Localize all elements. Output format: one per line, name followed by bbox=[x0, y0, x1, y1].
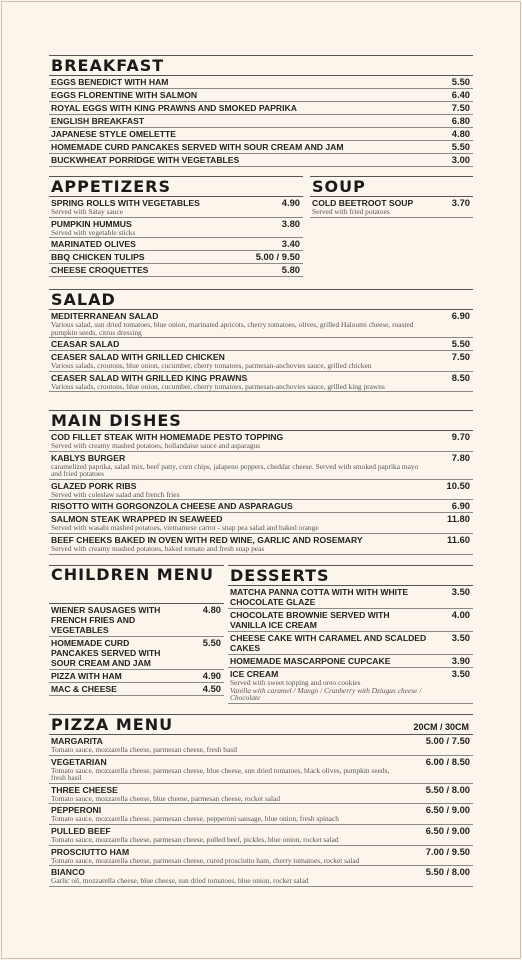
item-price: 4.90 bbox=[281, 197, 300, 208]
item-price: 4.00 bbox=[451, 609, 470, 620]
menu-item bbox=[49, 670, 224, 683]
menu-item bbox=[49, 513, 473, 534]
item-description: caramelized paprika, salad mix, beef patty, corn chips, jalapeno peppers, cheddar cheese. Served with smoked paprika mayo and fried potatoes bbox=[51, 461, 419, 479]
menu-item bbox=[49, 846, 473, 867]
item-price: 4.50 bbox=[202, 683, 221, 694]
item-name: COD FILLET STEAK WITH HOMEMADE PESTO TOPPING bbox=[51, 432, 284, 442]
menu-item bbox=[49, 238, 303, 251]
item-price: 6.50 / 9.00 bbox=[425, 804, 470, 816]
item-description: Served with creamy mashed potatoes, baked tomato and fresh snap peas bbox=[51, 543, 265, 553]
item-name: EGGS BENEDICT WITH HAM bbox=[51, 77, 169, 87]
item-name: CEASER SALAD WITH GRILLED CHICKEN bbox=[51, 352, 225, 363]
item-price: 5.50 / 8.00 bbox=[425, 783, 470, 795]
menu-item bbox=[49, 604, 224, 637]
item-name: CEASER SALAD WITH GRILLED KING PRAWNS bbox=[51, 372, 248, 383]
menu-items bbox=[49, 310, 473, 392]
section-title: BREAKFAST bbox=[49, 55, 473, 76]
item-name: HOMEMADE CURD PANCAKES SERVED WITH SOUR CREAM AND JAM bbox=[51, 638, 161, 668]
appetizers-section bbox=[49, 176, 303, 277]
menu-item bbox=[49, 218, 303, 239]
menu-item bbox=[49, 825, 473, 846]
main-dishes-section bbox=[49, 410, 473, 555]
item-price: 7.50 bbox=[451, 102, 470, 113]
breakfast-section bbox=[49, 55, 473, 167]
item-description: Served with sweet topping and oreo cookies bbox=[230, 678, 361, 687]
item-price: 5.80 bbox=[281, 264, 300, 276]
section-title: MAIN DISHES bbox=[49, 410, 473, 431]
item-description: Various salads, croutons, blue onion, cucumber, cherry tomatoes, parmesan-anchovies sauce, grilled king prawns bbox=[51, 381, 385, 391]
item-price: 3.00 bbox=[451, 154, 470, 165]
item-price: 3.80 bbox=[281, 217, 300, 229]
item-price: 10.50 bbox=[446, 479, 470, 491]
item-price: 5.50 bbox=[202, 637, 221, 648]
item-name: SALMON STEAK WRAPPED IN SEAWEED bbox=[51, 514, 223, 525]
item-price: 3.50 bbox=[451, 668, 470, 679]
item-price: 4.80 bbox=[451, 128, 470, 139]
pizza-menu-section bbox=[49, 714, 473, 887]
item-price: 4.90 bbox=[202, 670, 221, 681]
desserts-section bbox=[228, 565, 473, 704]
item-name: MAC & CHEESE bbox=[51, 684, 117, 694]
item-name: COLD BEETROOT SOUP bbox=[312, 198, 414, 208]
item-price: 7.00 / 9.50 bbox=[425, 845, 470, 857]
item-description: Served with Satay sauce bbox=[51, 207, 124, 216]
item-name: ENGLISH BREAKFAST bbox=[51, 116, 145, 126]
item-price: 3.70 bbox=[451, 197, 470, 208]
menu-item bbox=[49, 372, 473, 393]
menu-item bbox=[49, 264, 303, 277]
item-name: BUCKWHEAT PORRIDGE WITH VEGETABLES bbox=[51, 155, 240, 165]
menu-item bbox=[49, 251, 303, 264]
section-title: SALAD bbox=[49, 289, 473, 310]
item-name: GLAZED PORK RIBS bbox=[51, 480, 137, 491]
section-title: CHILDREN MENU bbox=[49, 565, 224, 604]
item-price: 4.80 bbox=[202, 604, 221, 615]
item-price: 5.00 / 9.50 bbox=[255, 251, 300, 263]
menu-items bbox=[310, 197, 473, 218]
menu-item bbox=[49, 534, 473, 555]
item-price: 6.40 bbox=[451, 89, 470, 100]
item-price: 3.50 bbox=[451, 632, 470, 643]
menu-item bbox=[49, 500, 473, 513]
item-name: MARINATED OLIVES bbox=[51, 239, 136, 250]
item-name: BBQ CHICKEN TULIPS bbox=[51, 252, 145, 263]
item-price: 6.90 bbox=[451, 310, 470, 321]
menu-item bbox=[49, 683, 224, 696]
item-description: Garlic oil, mozzarella cheese, blue cheese, sun dried tomatoes, blue onion, rocket salad bbox=[51, 876, 309, 886]
menu-item bbox=[49, 141, 473, 154]
item-description: Served with creamy mashed potatoes, hollandaise sauce and asparagus bbox=[51, 441, 261, 450]
menu-item bbox=[49, 89, 473, 102]
menu-item bbox=[228, 632, 473, 655]
item-name: MEDITERRANEAN SALAD bbox=[51, 311, 159, 321]
menu-item bbox=[228, 609, 473, 632]
item-options: Vanilla with caramel / Mango / Cranberry with Dziugas cheese / Chocolate bbox=[230, 685, 422, 703]
item-name: CHEESE CROQUETTES bbox=[51, 265, 149, 276]
item-price: 5.50 bbox=[451, 141, 470, 152]
menu-item bbox=[228, 668, 473, 704]
item-name: BEEF CHEEKS BAKED IN OVEN WITH RED WINE, GARLIC AND ROSEMARY bbox=[51, 534, 363, 545]
item-name: ICE CREAM bbox=[230, 669, 279, 679]
item-price: 5.50 / 8.00 bbox=[425, 866, 470, 878]
salad-section bbox=[49, 289, 473, 392]
item-name: CHEESE CAKE WITH CARAMEL AND SCALDED CAKES bbox=[230, 633, 427, 653]
item-description: Served with wasabi mashed potatoes, vietnamese carrot - snap pea salad and baked orange bbox=[51, 523, 319, 533]
menu-items bbox=[49, 76, 473, 167]
menu-item bbox=[49, 431, 473, 452]
item-name: VEGETARIAN bbox=[51, 756, 107, 767]
menu-item bbox=[49, 452, 473, 480]
menu-items bbox=[49, 735, 473, 887]
item-name: HOMEMADE MASCARPONE CUPCAKE bbox=[230, 656, 391, 666]
item-name: PROSCIUTTO HAM bbox=[51, 846, 130, 857]
children-menu-section bbox=[49, 565, 224, 696]
item-price: 6.50 / 9.00 bbox=[425, 824, 470, 836]
item-price: 7.80 bbox=[451, 451, 470, 463]
menu-item bbox=[49, 784, 473, 805]
section-title-text: PIZZA MENU bbox=[51, 715, 174, 734]
section-title: DESSERTS bbox=[228, 565, 473, 586]
menu-item bbox=[49, 115, 473, 128]
item-name: MARGARITA bbox=[51, 736, 103, 746]
item-name: HOMEMADE CURD PANCAKES SERVED WITH SOUR CREAM AND JAM bbox=[51, 142, 344, 152]
item-name: THREE CHEESE bbox=[51, 784, 118, 795]
section-title: SOUP bbox=[310, 176, 473, 197]
menu-item bbox=[49, 76, 473, 89]
item-name: PUMPKIN HUMMUS bbox=[51, 218, 132, 229]
item-name: EGGS FLORENTINE WITH SALMON bbox=[51, 90, 198, 100]
item-name: MATCHA PANNA COTTA WITH WITH WHITE CHOCOLATE GLAZE bbox=[230, 587, 409, 607]
item-description: Served with coleslaw salad and french fries bbox=[51, 489, 180, 499]
section-title bbox=[49, 714, 473, 735]
item-name: KABLYS BURGER bbox=[51, 452, 126, 463]
item-description: Tomato sauce, mozzarella cheese, parmesan cheese, fresh basil bbox=[51, 745, 238, 754]
menu-item bbox=[49, 310, 473, 338]
menu-item bbox=[49, 480, 473, 501]
menu-items bbox=[228, 586, 473, 704]
item-name: ROYAL EGGS WITH KING PRAWNS AND SMOKED PAPRIKA bbox=[51, 103, 297, 113]
item-name: WIENER SAUSAGES WITH FRENCH FRIES AND VEGETABLES bbox=[51, 605, 161, 635]
menu-items bbox=[49, 604, 224, 696]
menu-item bbox=[49, 735, 473, 756]
item-price: 6.00 / 8.50 bbox=[425, 755, 470, 767]
menu-item bbox=[228, 655, 473, 668]
item-price: 11.80 bbox=[447, 513, 470, 525]
item-name: PULLED BEEF bbox=[51, 825, 111, 836]
item-price: 5.00 / 7.50 bbox=[425, 735, 470, 746]
item-name: CEASAR SALAD bbox=[51, 339, 120, 350]
menu-item bbox=[49, 756, 473, 784]
item-price: 5.50 bbox=[451, 338, 470, 350]
item-price: 5.50 bbox=[451, 76, 470, 87]
item-name: PIZZA WITH HAM bbox=[51, 671, 122, 681]
item-name: PEPPERONI bbox=[51, 805, 102, 816]
menu-item bbox=[49, 637, 224, 670]
item-price: 3.40 bbox=[281, 238, 300, 250]
item-description: Various salad, sun dried tomatoes, blue onion, marinated apricots, cherry tomatoes, olives, grilled Haloumi cheese, roasted pumpkin seeds, citrus dressing bbox=[51, 320, 414, 337]
menu-item bbox=[49, 338, 473, 351]
item-price: 11.60 bbox=[447, 533, 470, 545]
item-name: RISOTTO WITH GORGONZOLA CHEESE AND ASPARAGUS bbox=[51, 501, 293, 512]
soup-section bbox=[310, 176, 473, 218]
menu-item bbox=[49, 128, 473, 141]
item-price: 8.50 bbox=[451, 371, 470, 383]
menu-item bbox=[49, 351, 473, 372]
menu-item bbox=[310, 197, 473, 218]
item-description: Tomato sauce, mozzarella cheese, parmesan cheese, pulled beef, pickles, blue onion, rocket salad bbox=[51, 834, 339, 844]
menu-items bbox=[49, 431, 473, 555]
item-description: Tomato sauce, mozzarella cheese, parmesan cheese, pepperoni sausage, blue onion, fresh spinach bbox=[51, 814, 340, 824]
menu-item bbox=[49, 154, 473, 167]
item-price: 3.50 bbox=[451, 586, 470, 597]
item-description: Tomato sauce, mozzarella cheese, parmesan cheese, blue cheese, sun dried tomatoes, black olives, pumpkin seeds, fresh basil bbox=[51, 765, 390, 783]
item-description: Tomato sauce, mozzarella cheese, parmesan cheese, cured prosciutto ham, cherry tomatoes, rocket salad bbox=[51, 855, 360, 865]
item-description: Various salads, croutons, blue onion, cucumber, cherry tomatoes, parmesan-anchovies sauce, grilled chicken bbox=[51, 361, 372, 371]
item-price: 9.70 bbox=[451, 431, 470, 442]
menu-item bbox=[49, 102, 473, 115]
item-price: 3.90 bbox=[451, 655, 470, 666]
item-name: SPRING ROLLS WITH VEGETABLES bbox=[51, 198, 200, 208]
item-price: 7.50 bbox=[451, 351, 470, 363]
menu-item bbox=[49, 866, 473, 887]
item-name: CHOCOLATE BROWNIE SERVED WITH VANILLA ICE CREAM bbox=[230, 610, 390, 630]
menu-item bbox=[49, 197, 303, 218]
item-description: Served with vegetable sticks bbox=[51, 227, 136, 237]
section-title: APPETIZERS bbox=[49, 176, 303, 197]
item-price: 6.80 bbox=[451, 115, 470, 126]
menu-item bbox=[49, 804, 473, 825]
item-description: Served with fried potatoes bbox=[312, 207, 390, 216]
item-name: BIANCO bbox=[51, 867, 85, 878]
item-name: JAPANESE STYLE OMELETTE bbox=[51, 129, 176, 139]
item-description: Tomato sauce, mozzarella cheese, blue cheese, parmesan cheese, rocket salad bbox=[51, 793, 281, 803]
menu-items bbox=[49, 197, 303, 277]
menu-item bbox=[228, 586, 473, 609]
pizza-sizes-label: 20CM / 30CM bbox=[413, 722, 469, 732]
item-price: 6.90 bbox=[451, 500, 470, 512]
